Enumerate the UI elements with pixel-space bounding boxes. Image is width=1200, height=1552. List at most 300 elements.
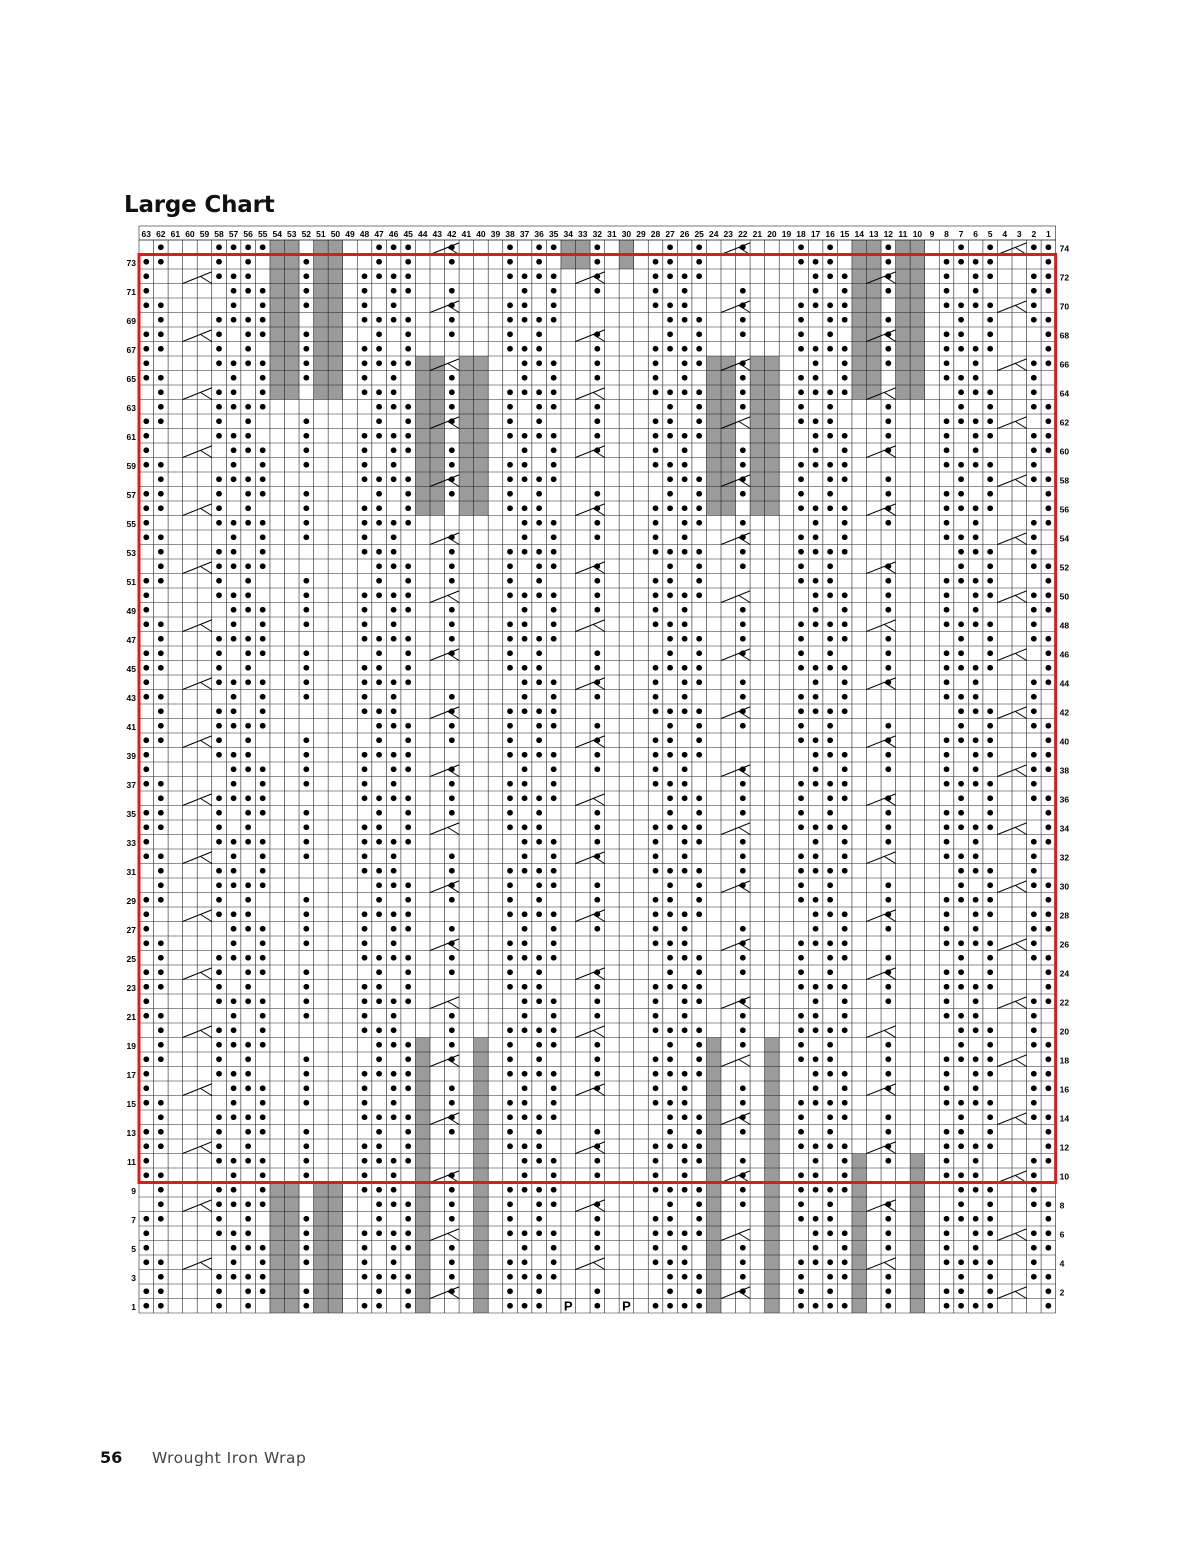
purl-dot [260, 766, 266, 772]
column-number: 29 [636, 229, 646, 239]
purl-dot [260, 926, 266, 932]
purl-dot [158, 317, 164, 323]
purl-dot [507, 708, 513, 714]
purl-dot [827, 505, 833, 511]
purl-dot [551, 1245, 557, 1251]
purl-dot [667, 1027, 673, 1033]
purl-dot [885, 984, 891, 990]
purl-dot [405, 897, 411, 903]
purl-dot [842, 1013, 848, 1019]
purl-dot [362, 1259, 368, 1265]
purl-dot [682, 868, 688, 874]
purl-dot [551, 1071, 557, 1077]
cable-cross [738, 421, 750, 428]
purl-dot [653, 360, 659, 366]
purl-dot [987, 273, 993, 279]
purl-dot [813, 1230, 819, 1236]
purl-dot [376, 868, 382, 874]
purl-dot [362, 447, 368, 453]
purl-dot [740, 563, 746, 569]
purl-dot [696, 549, 702, 555]
purl-dot [405, 447, 411, 453]
purl-dot [667, 984, 673, 990]
row-number-left: 35 [126, 809, 136, 819]
purl-dot [1045, 563, 1051, 569]
column-number: 42 [447, 229, 457, 239]
purl-dot [303, 1216, 309, 1222]
purl-dot [1045, 810, 1051, 816]
purl-dot [449, 549, 455, 555]
purl-dot [143, 1143, 149, 1149]
column-number: 50 [330, 229, 341, 239]
purl-dot [827, 302, 833, 308]
purl-dot [245, 810, 251, 816]
purl-dot [740, 723, 746, 729]
purl-dot [522, 1158, 528, 1164]
purl-dot [987, 1056, 993, 1062]
purl-dot [1045, 1114, 1051, 1120]
purl-dot [667, 1143, 673, 1149]
purl-dot [536, 1143, 542, 1149]
column-number: 17 [810, 229, 821, 239]
purl-dot [944, 752, 950, 758]
purl-dot [740, 331, 746, 337]
purl-dot [405, 665, 411, 671]
purl-dot [405, 766, 411, 772]
row-number-left: 7 [131, 1215, 136, 1225]
purl-dot [260, 1100, 266, 1106]
purl-dot [507, 1230, 513, 1236]
purl-dot [362, 1187, 368, 1193]
purl-dot [158, 665, 164, 671]
row-number-right: 72 [1059, 272, 1070, 283]
purl-dot [842, 868, 848, 874]
purl-dot [682, 853, 688, 859]
purl-dot [376, 665, 382, 671]
row-number-right: 52 [1059, 562, 1070, 573]
purl-dot [944, 984, 950, 990]
purl-dot [798, 1303, 804, 1309]
purl-dot [958, 462, 964, 468]
purl-dot [958, 897, 964, 903]
purl-dot [827, 491, 833, 497]
purl-dot [958, 302, 964, 308]
purl-dot [653, 549, 659, 555]
purl-dot [551, 1201, 557, 1207]
cable-cross [1015, 363, 1027, 370]
purl-dot [740, 1158, 746, 1164]
row-number-right: 30 [1059, 881, 1070, 892]
purl-dot [376, 1201, 382, 1207]
purl-dot [522, 1071, 528, 1077]
purl-dot [885, 259, 891, 265]
purl-dot [391, 462, 397, 468]
purl-dot [682, 955, 688, 961]
purl-dot [143, 679, 149, 685]
purl-dot [696, 1274, 702, 1280]
purl-dot [231, 273, 237, 279]
purl-dot [405, 1085, 411, 1091]
purl-dot [143, 810, 149, 816]
purl-dot [303, 607, 309, 613]
purl-dot [958, 1201, 964, 1207]
purl-dot [740, 1129, 746, 1135]
purl-dot [653, 520, 659, 526]
purl-dot [1031, 273, 1037, 279]
purl-dot [303, 781, 309, 787]
purl-dot [507, 259, 513, 265]
purl-dot [958, 1187, 964, 1193]
purl-dot [522, 549, 528, 555]
purl-dot [245, 1288, 251, 1294]
purl-dot [827, 346, 833, 352]
purl-dot [1031, 839, 1037, 845]
purl-dot [667, 882, 673, 888]
purl-dot [696, 810, 702, 816]
purl-dot [245, 505, 251, 511]
purl-dot [798, 491, 804, 497]
row-number-left: 43 [126, 693, 136, 703]
purl-dot [958, 955, 964, 961]
purl-dot [696, 389, 702, 395]
purl-dot [362, 679, 368, 685]
purl-dot [376, 911, 382, 917]
purl-dot [682, 824, 688, 830]
row-number-left: 9 [131, 1186, 136, 1196]
purl-dot [391, 636, 397, 642]
purl-dot [944, 824, 950, 830]
purl-dot [216, 824, 222, 830]
purl-dot [216, 1027, 222, 1033]
purl-dot [798, 737, 804, 743]
purl-dot [813, 418, 819, 424]
purl-dot [303, 810, 309, 816]
purl-dot [143, 781, 149, 787]
purl-dot [245, 476, 251, 482]
purl-dot [507, 317, 513, 323]
purl-dot [842, 766, 848, 772]
purl-dot [376, 346, 382, 352]
purl-dot [842, 476, 848, 482]
purl-dot [827, 418, 833, 424]
purl-dot [551, 882, 557, 888]
purl-dot [245, 911, 251, 917]
purl-dot [507, 940, 513, 946]
row-number-left: 47 [126, 635, 136, 645]
purl-dot [798, 1288, 804, 1294]
purl-dot [958, 1259, 964, 1265]
purl-dot [885, 520, 891, 526]
purl-dot [682, 1245, 688, 1251]
purl-dot [740, 1201, 746, 1207]
purl-dot [231, 839, 237, 845]
purl-dot [682, 302, 688, 308]
purl-dot [303, 346, 309, 352]
purl-dot [653, 853, 659, 859]
purl-dot [507, 868, 513, 874]
purl-dot [798, 621, 804, 627]
purl-dot [376, 389, 382, 395]
cable-cross [1015, 1233, 1027, 1240]
purl-dot [973, 708, 979, 714]
purl-dot [667, 549, 673, 555]
purl-dot [1031, 636, 1037, 642]
purl-dot [842, 636, 848, 642]
purl-dot [653, 1013, 659, 1019]
column-number: 33 [578, 229, 588, 239]
purl-dot [653, 1158, 659, 1164]
purl-dot [245, 273, 251, 279]
purl-dot [143, 665, 149, 671]
purl-dot [653, 273, 659, 279]
purl-dot [303, 752, 309, 758]
purl-dot [143, 766, 149, 772]
purl-dot [944, 810, 950, 816]
purl-dot [1031, 592, 1037, 598]
purl-dot [507, 1056, 513, 1062]
purl-dot [740, 636, 746, 642]
purl-dot [231, 375, 237, 381]
purl-dot [260, 1042, 266, 1048]
column-number: 44 [417, 229, 428, 239]
purl-dot [973, 418, 979, 424]
purl-dot [551, 476, 557, 482]
purl-dot [245, 926, 251, 932]
purl-dot [827, 578, 833, 584]
row-number-right: 4 [1059, 1258, 1065, 1269]
purl-dot [987, 433, 993, 439]
purl-dot [216, 244, 222, 250]
purl-dot [827, 940, 833, 946]
purl-dot [391, 1230, 397, 1236]
purl-dot [973, 781, 979, 787]
purl-dot [362, 1013, 368, 1019]
purl-dot [842, 1172, 848, 1178]
purl-dot [231, 795, 237, 801]
column-number: 49 [345, 229, 355, 239]
purl-dot [696, 723, 702, 729]
purl-dot [362, 621, 368, 627]
purl-dot [653, 1056, 659, 1062]
purl-dot [303, 259, 309, 265]
purl-dot [522, 288, 528, 294]
purl-dot [303, 897, 309, 903]
purl-dot [303, 621, 309, 627]
purl-dot [551, 273, 557, 279]
purl-dot [682, 360, 688, 366]
purl-dot [696, 578, 702, 584]
row-number-right: 62 [1059, 417, 1070, 428]
purl-dot [798, 1216, 804, 1222]
purl-dot [231, 708, 237, 714]
purl-dot [798, 331, 804, 337]
purl-dot [551, 723, 557, 729]
purl-dot [827, 317, 833, 323]
purl-dot [594, 418, 600, 424]
purl-dot [987, 317, 993, 323]
purl-dot [798, 795, 804, 801]
purl-dot [842, 302, 848, 308]
purl-dot [827, 259, 833, 265]
purl-dot [507, 795, 513, 801]
purl-dot [827, 665, 833, 671]
purl-dot [1031, 462, 1037, 468]
purl-dot [216, 1129, 222, 1135]
purl-dot [842, 375, 848, 381]
purl-dot [245, 1056, 251, 1062]
purl-dot [740, 607, 746, 613]
purl-dot [536, 1056, 542, 1062]
purl-dot [551, 447, 557, 453]
purl-dot [667, 578, 673, 584]
purl-dot [798, 404, 804, 410]
purl-dot [667, 1042, 673, 1048]
page-number: 56 [100, 1448, 123, 1467]
purl-dot [973, 447, 979, 453]
purl-dot [594, 433, 600, 439]
purl-dot [842, 795, 848, 801]
purl-dot [1031, 360, 1037, 366]
no-stitch-block [910, 1154, 925, 1314]
purl-dot [944, 969, 950, 975]
purl-dot [944, 694, 950, 700]
purl-dot [143, 737, 149, 743]
purl-dot [798, 1042, 804, 1048]
purl-dot [958, 781, 964, 787]
row-number-left: 41 [126, 722, 136, 732]
purl-dot [1045, 592, 1051, 598]
purl-dot [143, 650, 149, 656]
purl-dot [376, 1230, 382, 1236]
purl-dot [216, 346, 222, 352]
purl-dot [362, 839, 368, 845]
purl-dot [143, 592, 149, 598]
purl-dot [958, 1288, 964, 1294]
purl-dot [987, 969, 993, 975]
purl-dot [667, 955, 673, 961]
purl-dot [987, 505, 993, 511]
purl-dot [362, 1114, 368, 1120]
purl-dot [653, 1071, 659, 1077]
purl-dot [362, 476, 368, 482]
purl-dot [653, 462, 659, 468]
cable-cross [593, 624, 605, 631]
purl-dot [842, 926, 848, 932]
purl-dot [376, 1216, 382, 1222]
purl-dot [536, 273, 542, 279]
purl-dot [303, 1056, 309, 1062]
purl-dot [958, 1143, 964, 1149]
purl-dot [303, 911, 309, 917]
purl-dot [827, 563, 833, 569]
purl-dot [667, 1056, 673, 1062]
purl-dot [944, 940, 950, 946]
purl-dot [842, 360, 848, 366]
purl-dot [1045, 1216, 1051, 1222]
purl-dot [594, 1216, 600, 1222]
purl-dot [696, 317, 702, 323]
purl-dot [405, 1201, 411, 1207]
purl-dot [376, 897, 382, 903]
purl-dot [696, 476, 702, 482]
purl-dot [827, 882, 833, 888]
purl-dot [944, 1129, 950, 1135]
purl-dot [813, 1056, 819, 1062]
row-number-left: 51 [126, 577, 136, 587]
purl-dot [813, 897, 819, 903]
purl-dot [885, 752, 891, 758]
purl-dot [1031, 1042, 1037, 1048]
purl-dot [987, 389, 993, 395]
purl-dot [551, 636, 557, 642]
purl-dot [231, 520, 237, 526]
purl-dot [303, 331, 309, 337]
purl-dot [1045, 273, 1051, 279]
purl-dot [696, 244, 702, 250]
purl-dot [944, 839, 950, 845]
purl-dot [522, 621, 528, 627]
purl-dot [885, 1274, 891, 1280]
purl-dot [813, 766, 819, 772]
cable-cross [738, 595, 750, 602]
purl-dot [231, 1274, 237, 1280]
purl-dot [958, 650, 964, 656]
purl-dot [362, 766, 368, 772]
purl-dot [958, 476, 964, 482]
purl-dot [231, 302, 237, 308]
purl-dot [827, 549, 833, 555]
purl-dot [551, 592, 557, 598]
purl-dot [303, 679, 309, 685]
purl-dot [667, 563, 673, 569]
purl-dot [216, 360, 222, 366]
purl-dot [696, 708, 702, 714]
purl-dot [653, 621, 659, 627]
purl-dot [653, 839, 659, 845]
purl-dot [682, 1027, 688, 1033]
purl-dot [696, 998, 702, 1004]
purl-dot [245, 998, 251, 1004]
purl-dot [987, 491, 993, 497]
purl-dot [303, 1013, 309, 1019]
purl-dot [158, 1288, 164, 1294]
cable-cross [1015, 1001, 1027, 1008]
purl-dot [405, 795, 411, 801]
purl-dot [696, 1216, 702, 1222]
purl-dot [667, 737, 673, 743]
purl-dot [551, 1158, 557, 1164]
purl-dot [973, 360, 979, 366]
purl-dot [536, 1042, 542, 1048]
purl-dot [740, 447, 746, 453]
purl-dot [1045, 679, 1051, 685]
purl-dot [216, 1114, 222, 1120]
purl-dot [158, 882, 164, 888]
purl-dot [667, 259, 673, 265]
purl-dot [143, 418, 149, 424]
purl-dot [260, 810, 266, 816]
purl-dot [696, 1230, 702, 1236]
purl-dot [973, 679, 979, 685]
purl-dot [260, 1129, 266, 1135]
purl-dot [405, 1303, 411, 1309]
purl-dot [551, 375, 557, 381]
purl-dot [216, 1187, 222, 1193]
purl-dot [391, 1013, 397, 1019]
purl-dot [842, 1143, 848, 1149]
purl-dot [1045, 505, 1051, 511]
purl-dot [507, 1100, 513, 1106]
